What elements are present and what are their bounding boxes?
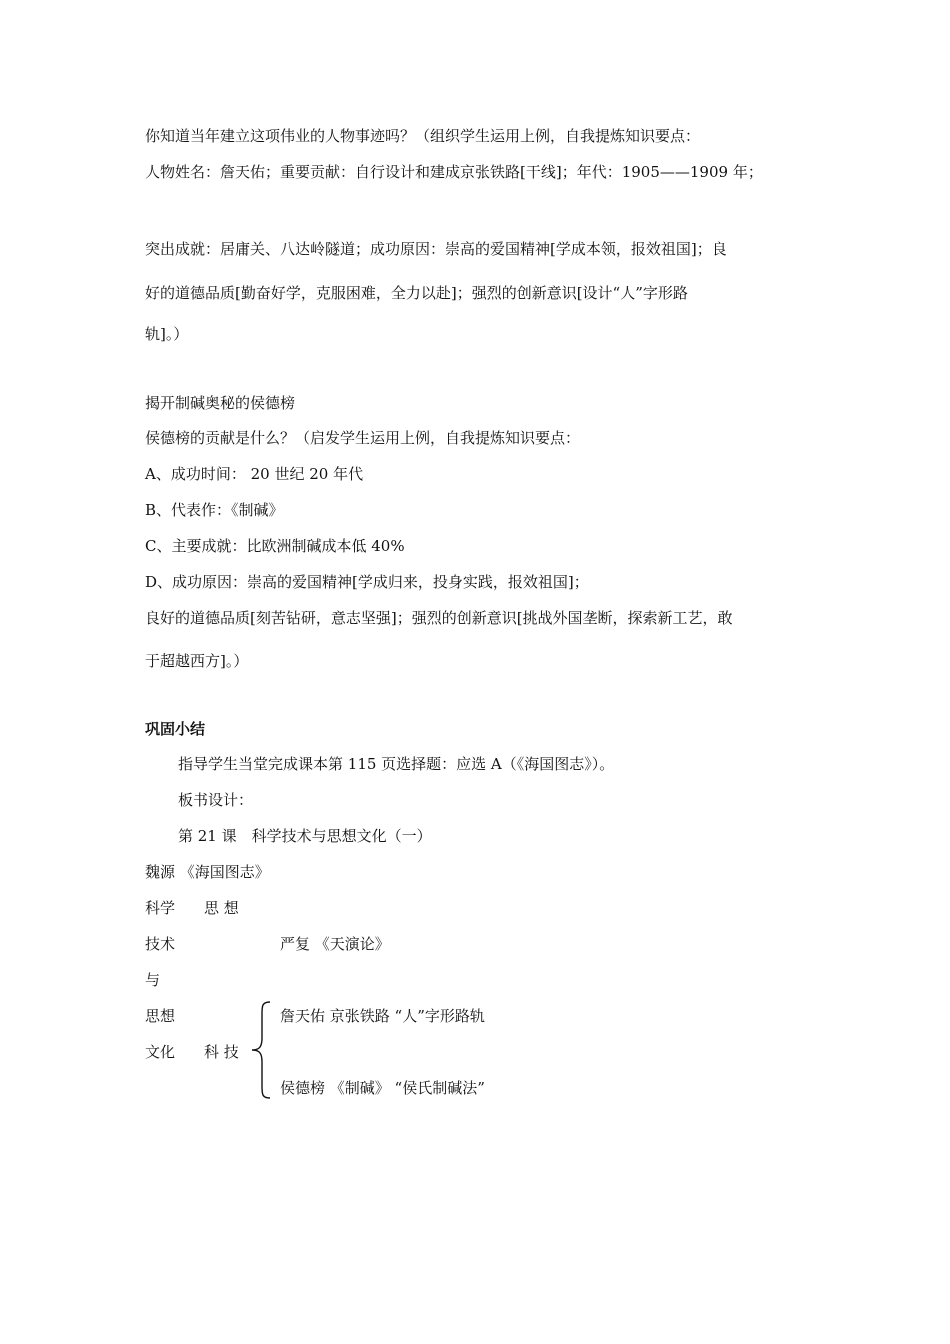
zhan-info-line-1: 人物姓名：詹天佑；重要贡献：自行设计和建成京张铁路[干线]；年代：1905——1909 年； [145,163,763,181]
hou-point-a: A、成功时间： 20 世纪 20 年代 [145,465,364,483]
board-kexue: 科学 [145,899,176,917]
summary-heading: 巩固小结 [145,720,206,738]
board-design-label: 板书设计： [178,791,254,809]
board-yu: 与 [145,971,161,989]
hou-question: 侯德榜的贡献是什么？（启发学生运用上例，自我提炼知识要点： [145,429,581,447]
zhan-info-line-2: 突出成就：居庸关、八达岭隧道；成功原因：崇高的爱国精神[学成本领，报效祖国]；良 [145,240,727,258]
summary-exercise: 指导学生当堂完成课本第 115 页选择题：应选 A（《海国图志》）。 [178,755,615,773]
curly-brace-icon [248,1000,274,1100]
hou-point-f: 于超越西方]。） [145,652,249,670]
board-houdebang: 侯德榜 《制碱》 “侯氏制碱法” [280,1079,485,1097]
hou-heading: 揭开制碱奥秘的侯德榜 [145,394,296,412]
lesson-title: 第 21 课 科学技术与思想文化（一） [178,827,432,845]
board-zhantianyou: 詹天佑 京张铁路 “人”字形路轨 [280,1007,485,1025]
board-keji: 科 技 [204,1043,239,1061]
board-weiyuan: 魏源 《海国图志》 [145,863,270,881]
board-jishu: 技术 [145,935,176,953]
zhan-info-line-4: 轨]。） [145,325,189,343]
board-wenhua: 文化 [145,1043,176,1061]
intro-question: 你知道当年建立这项伟业的人物事迹吗？（组织学生运用上例，自我提炼知识要点： [145,127,701,145]
hou-point-b: B、代表作：《制碱》 [145,501,284,519]
board-yanfu: 严复 《天演论》 [280,935,390,953]
zhan-info-line-3: 好的道德品质[勤奋好学，克服困难，全力以赴]；强烈的创新意识[设计“人”字形路 [145,284,688,302]
board-sixiang-2: 思想 [145,1007,176,1025]
hou-point-d: D、成功原因：崇高的爱国精神[学成归来，投身实践，报效祖国]； [145,573,589,591]
hou-point-e: 良好的道德品质[刻苦钻研，意志坚强]；强烈的创新意识[挑战外国垄断，探索新工艺，敢 [145,609,733,627]
hou-point-c: C、主要成就：比欧洲制碱成本低 40% [145,537,405,555]
board-sixiang: 思 想 [204,899,239,917]
